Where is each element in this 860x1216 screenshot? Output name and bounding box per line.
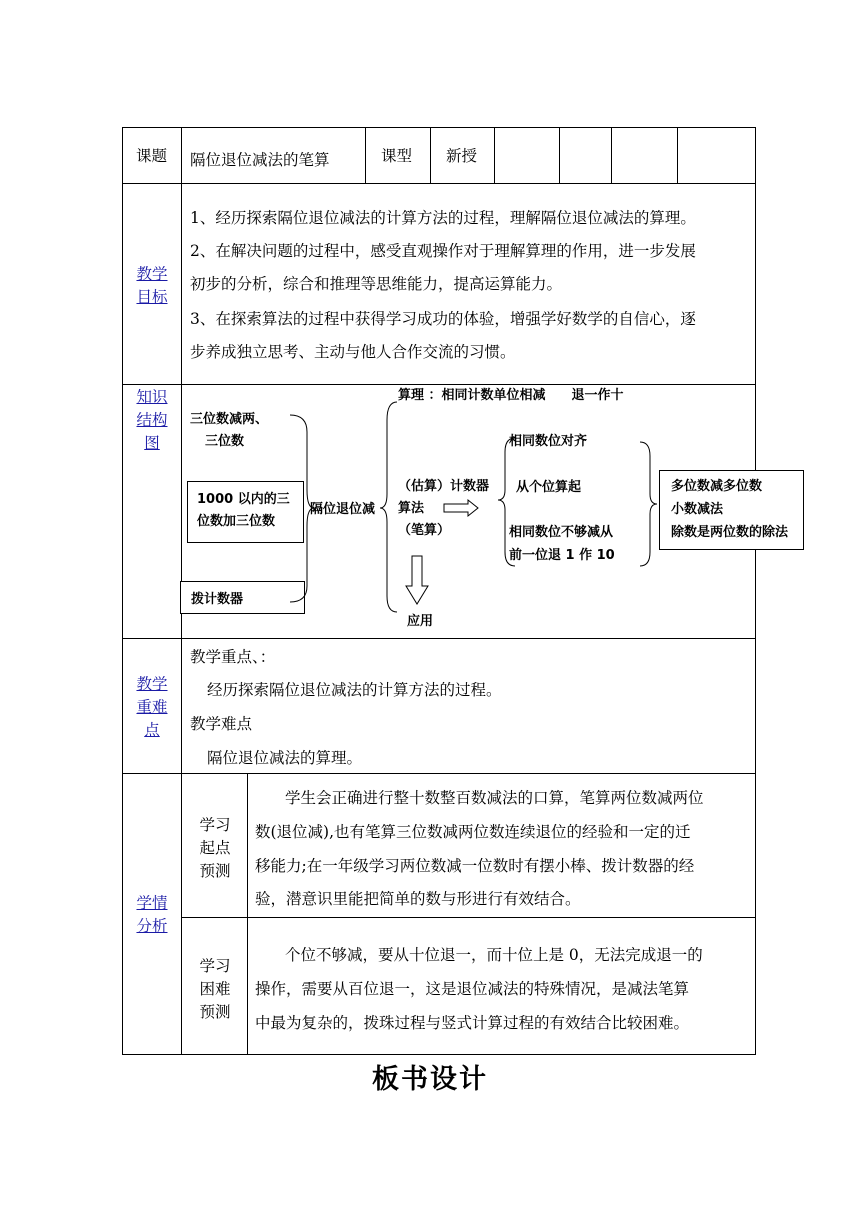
structure-box-counter-label: 拨计数器	[191, 592, 244, 607]
start-line: 学生会正确进行整十数整百数减法的口算，笔算两位数减两位	[285, 789, 704, 807]
goals-line: 1、经历探索隔位退位减法的计算方法的过程，理解隔位退位减法的算理。	[190, 209, 696, 227]
structure-gusuan: （估算）计数器	[398, 479, 490, 494]
ke-xing-label: 课型	[381, 147, 413, 165]
structure-right1: 多位数减多位数	[671, 479, 763, 494]
structure-box-prereq-line1: 1000 以内的三	[197, 492, 290, 507]
structure-yingyong: 应用	[407, 614, 434, 629]
structure-label-line2: 结构	[136, 411, 168, 429]
structure-rule3b: 前一位退 1 作 10	[509, 548, 615, 563]
ke-xing-value: 新授	[446, 147, 478, 165]
right-arrow-icon	[444, 500, 478, 516]
key-nandian: 隔位退位减法的算理。	[207, 749, 363, 767]
diff-label-line3: 预测	[199, 1003, 231, 1021]
ke-ti-value: 隔位退位减法的笔算	[190, 151, 330, 169]
diff-line: 个位不够减，要从十位退一，而十位上是 0，无法完成退一的	[285, 946, 703, 964]
goals-line: 3、在探索算法的过程中获得学习成功的体验，增强学好数学的自信心，逐	[190, 310, 696, 328]
key-zhongdian-title: 教学重点、：	[190, 648, 276, 666]
header-cell-divider	[611, 127, 612, 183]
structure-top-left-line2: 三位数	[205, 434, 245, 449]
goals-line: 初步的分析，综合和推理等思维能力，提高运算能力。	[190, 275, 563, 293]
key-nandian-title: 教学难点	[190, 715, 253, 733]
goals-line: 2、在解决问题的过程中，感受直观操作对于理解算理的作用，进一步发展	[190, 242, 696, 260]
header-cell-divider	[677, 127, 678, 183]
goals-line: 步养成独立思考、主动与他人合作交流的习惯。	[190, 343, 516, 361]
table-rule	[122, 183, 756, 184]
structure-rule1: 相同数位对齐	[509, 434, 588, 449]
analysis-label-line2: 分析	[136, 917, 168, 935]
start-label-line3: 预测	[199, 862, 231, 880]
start-line: 验，潜意识里能把简单的数与形进行有效结合。	[255, 890, 581, 908]
start-line: 数(退位减),也有笔算三位数减两位数连续退位的经验和一定的迁	[255, 823, 691, 841]
header-cell-divider	[559, 127, 560, 183]
diff-line: 操作，需要从百位退一，这是退位减法的特殊情况，是减法笔算	[255, 980, 690, 998]
key-zhongdian: 经历探索隔位退位减法的计算方法的过程。	[207, 681, 502, 699]
table-border-right	[755, 127, 756, 1055]
diff-label-line2: 困难	[199, 980, 231, 998]
structure-top-left-line1: 三位数减两、	[190, 412, 269, 427]
structure-right3: 除数是两位数的除法	[671, 525, 789, 540]
down-arrow-icon	[406, 556, 428, 604]
start-label-line1: 学习	[199, 816, 231, 834]
structure-rule3a: 相同数位不够减从	[509, 525, 614, 540]
key-label-line3: 点	[144, 721, 160, 739]
structure-right2: 小数减法	[671, 502, 724, 517]
goals-label-line1: 教学	[136, 265, 168, 283]
goals-label-line2: 目标	[136, 288, 168, 306]
header-cell-divider	[430, 127, 431, 183]
start-label-line2: 起点	[199, 839, 231, 857]
structure-box-prereq-line2: 位数加三位数	[197, 514, 276, 529]
structure-rule2: 从个位算起	[516, 480, 582, 495]
start-line: 移能力;在一年级学习两位数减一位数时有摆小棒、拨计数器的经	[255, 857, 695, 875]
table-rule	[122, 773, 756, 774]
key-label-line1: 教学	[136, 675, 168, 693]
table-border-top	[122, 127, 756, 128]
header-cell-divider	[365, 127, 366, 183]
header-cell-divider	[494, 127, 495, 183]
structure-label-line3: 图	[144, 434, 160, 452]
structure-suanfa: 算法	[398, 501, 425, 516]
structure-bisuan: （笔算）	[398, 523, 451, 538]
ke-ti-label: 课题	[136, 147, 168, 165]
structure-center-topic: 隔位退位减	[310, 502, 376, 517]
diff-line: 中最为复杂的，拨珠过程与竖式计算过程的有效结合比较困难。	[255, 1014, 690, 1032]
table-rule	[122, 638, 756, 639]
table-rule	[122, 384, 756, 385]
analysis-label-line1: 学情	[136, 894, 168, 912]
diff-label-line1: 学习	[199, 957, 231, 975]
structure-label-line1: 知识	[136, 388, 168, 406]
structure-suanli: 算理 ：相同计数单位相减 退一作十	[398, 388, 624, 403]
table-rule	[181, 917, 756, 918]
key-label-line2: 重难	[136, 698, 168, 716]
footer-title: 板书设计	[372, 1064, 488, 1095]
table-border-bottom	[122, 1054, 756, 1055]
